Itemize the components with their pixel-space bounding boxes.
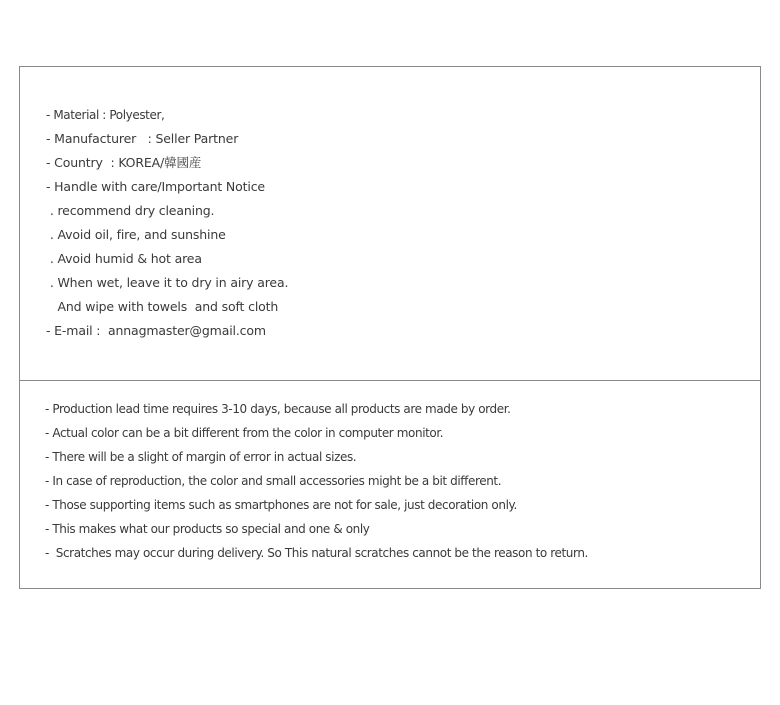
- notice-size-margin: - There will be a slight of margin of error in actual sizes.: [45, 450, 357, 464]
- notice-special: - This makes what our products so special and one & only: [45, 522, 370, 536]
- spec-care-avoid-humid: . Avoid humid & hot area: [46, 251, 202, 266]
- notice-lead-time: - Production lead time requires 3-10 days, because all products are made by order.: [45, 402, 511, 416]
- spec-care-wipe: And wipe with towels and soft cloth: [46, 299, 279, 314]
- notice-props-not-for-sale: - Those supporting items such as smartphones are not for sale, just decoration only.: [45, 498, 517, 512]
- spec-care-avoid-oil: . Avoid oil, fire, and sunshine: [46, 227, 226, 242]
- product-info-box: [19, 66, 761, 589]
- spec-manufacturer: - Manufacturer : Seller Partner: [46, 131, 239, 146]
- notice-color-difference: - Actual color can be a bit different from the color in computer monitor.: [45, 426, 444, 440]
- spec-care-dry-cleaning: . recommend dry cleaning.: [46, 203, 215, 218]
- spec-email: - E-mail : annagmaster@gmail.com: [46, 323, 266, 338]
- spec-care-heading: - Handle with care/Important Notice: [46, 179, 265, 194]
- spec-material: - Material : Polyester,: [46, 108, 165, 122]
- spec-care-when-wet: . When wet, leave it to dry in airy area.: [46, 275, 289, 290]
- spec-country: - Country : KOREA/韓國産: [46, 155, 202, 170]
- notice-reproduction: - In case of reproduction, the color and small accessories might be a bit different.: [45, 474, 502, 488]
- notice-scratches: - Scratches may occur during delivery. So This natural scratches cannot be the reason to return.: [45, 546, 588, 560]
- product-specs-section: [20, 67, 760, 381]
- notice-section: [20, 381, 760, 565]
